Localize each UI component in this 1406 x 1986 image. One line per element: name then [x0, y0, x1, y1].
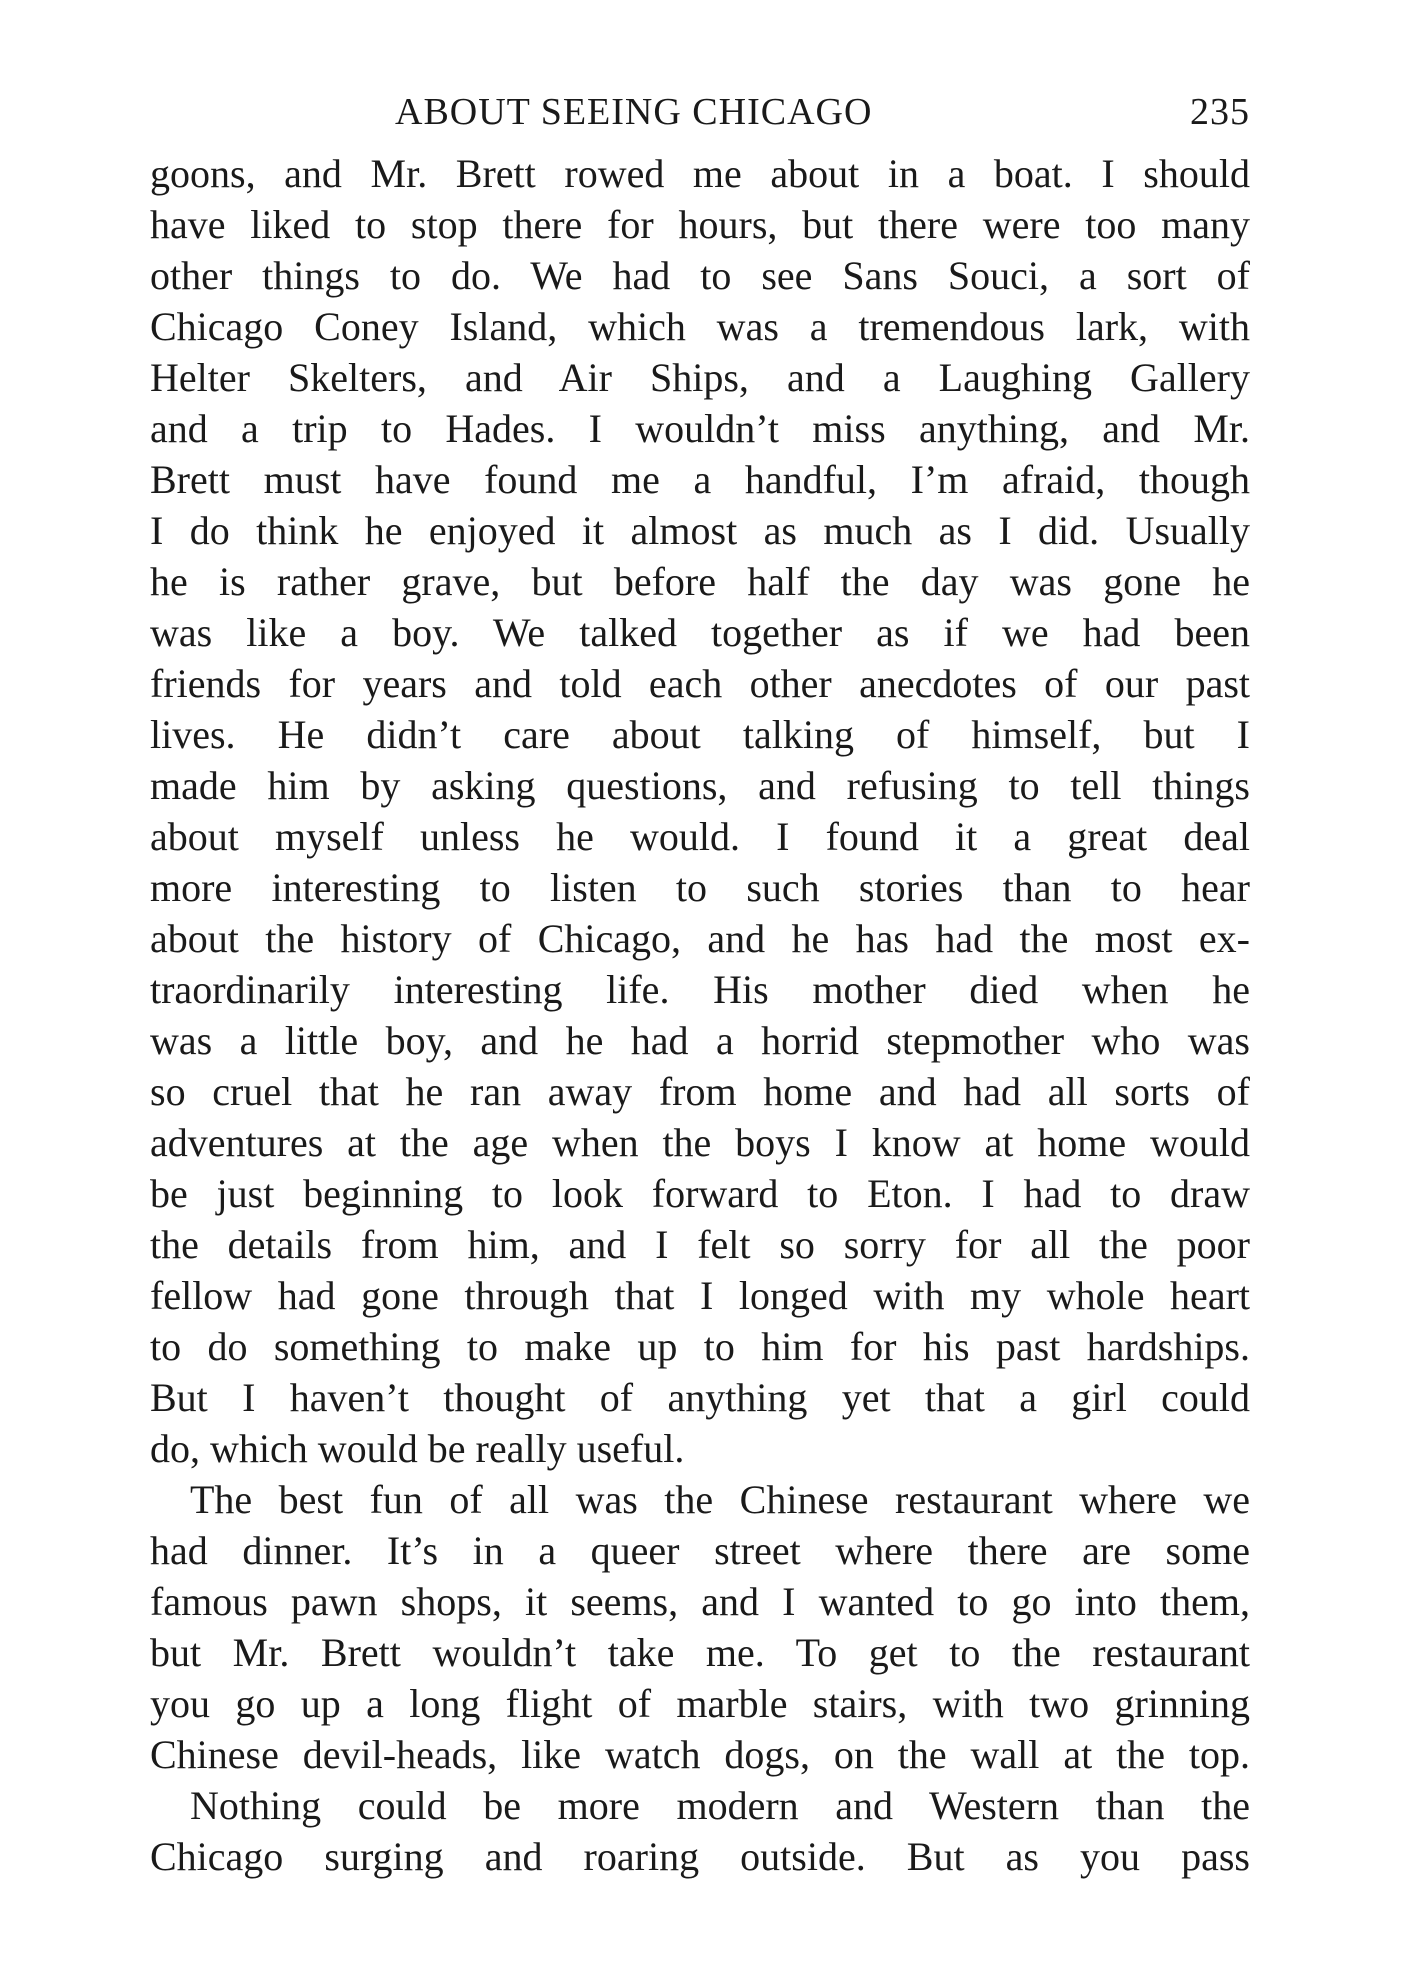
text-line: But I haven’t thought of anything yet that a girl could [150, 1375, 1250, 1420]
body-text [150, 148, 1250, 1882]
text-line: Helter Skelters, and Air Ships, and a Laughing Gallery [150, 355, 1250, 400]
text-line: about the history of Chicago, and he has had the most ex- [150, 916, 1250, 961]
running-head [150, 90, 1250, 146]
running-title: ABOUT SEEING CHICAGO [395, 91, 873, 133]
text-line: Chicago surging and roaring outside. But as you pass [150, 1834, 1250, 1879]
text-line: was a little boy, and he had a horrid stepmother who was [150, 1018, 1250, 1063]
text-line: was like a boy. We talked together as if we had been [150, 610, 1250, 655]
text-line: the details from him, and I felt so sorry for all the poor [150, 1222, 1250, 1267]
text-line: Chicago Coney Island, which was a tremendous lark, with [150, 304, 1250, 349]
book-page [150, 90, 1250, 1882]
text-line: lives. He didn’t care about talking of himself, but I [150, 712, 1250, 757]
text-line: have liked to stop there for hours, but there were too many [150, 202, 1250, 247]
text-line: he is rather grave, but before half the day was gone he [150, 559, 1250, 604]
text-line: and a trip to Hades. I wouldn’t miss anything, and Mr. [150, 406, 1250, 451]
text-line: Nothing could be more modern and Western than the [190, 1783, 1250, 1828]
text-line: traordinarily interesting life. His mother died when he [150, 967, 1250, 1012]
text-line: adventures at the age when the boys I know at home would [150, 1120, 1250, 1165]
text-line: more interesting to listen to such stories than to hear [150, 865, 1250, 910]
text-line: to do something to make up to him for his past hardships. [150, 1324, 1250, 1369]
text-line: Chinese devil-heads, like watch dogs, on the wall at the top. [150, 1732, 1250, 1777]
text-line: made him by asking questions, and refusing to tell things [150, 763, 1250, 808]
text-line: fellow had gone through that I longed with my whole heart [150, 1273, 1250, 1318]
text-line: had dinner. It’s in a queer street where there are some [150, 1528, 1250, 1573]
text-line: be just beginning to look forward to Eton. I had to draw [150, 1171, 1250, 1216]
text-line: other things to do. We had to see Sans Souci, a sort of [150, 253, 1250, 298]
text-line: famous pawn shops, it seems, and I wanted to go into them, [150, 1579, 1250, 1624]
text-line: do, which would be really useful. [150, 1426, 685, 1471]
text-line: friends for years and told each other anecdotes of our past [150, 661, 1250, 706]
text-line: you go up a long flight of marble stairs, with two grinning [150, 1681, 1250, 1726]
text-line: I do think he enjoyed it almost as much as I did. Usually [150, 508, 1250, 553]
text-line: about myself unless he would. I found it a great deal [150, 814, 1250, 859]
text-line: Brett must have found me a handful, I’m afraid, though [150, 457, 1250, 502]
text-line: but Mr. Brett wouldn’t take me. To get to the restaurant [150, 1630, 1250, 1675]
text-line: The best fun of all was the Chinese restaurant where we [190, 1477, 1250, 1522]
text-line: goons, and Mr. Brett rowed me about in a boat. I should [150, 151, 1250, 196]
page-number: 235 [1190, 91, 1250, 133]
text-line: so cruel that he ran away from home and had all sorts of [150, 1069, 1250, 1114]
